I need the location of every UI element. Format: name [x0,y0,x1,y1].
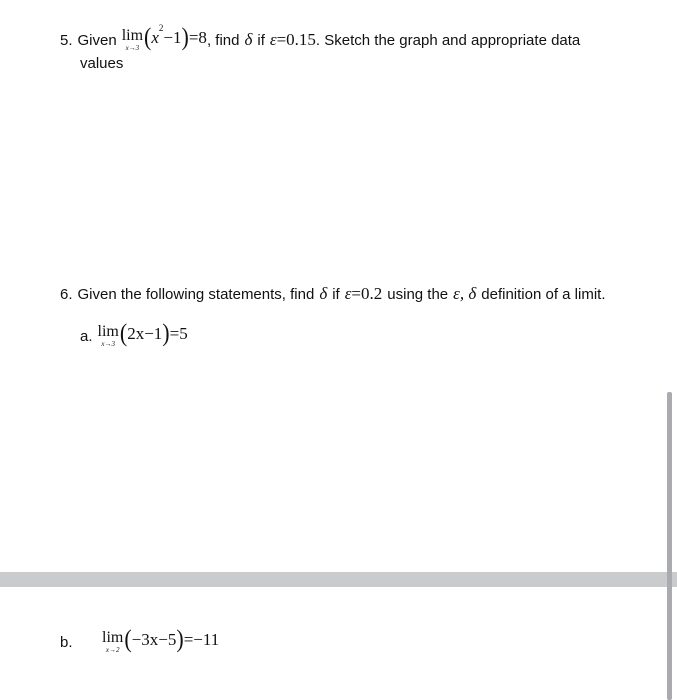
page-divider-band [0,572,677,587]
epsilon-delta-pair: ε, δ [453,284,477,303]
question-6-using: using the [387,285,449,303]
part-a-limit-expression: lim x→3 ( 2x−1 ) =5 [97,318,188,348]
question-5-limit-expression: lim x→3 ( x 2 −1 ) =8 [121,22,207,52]
question-5-find: , find [206,31,240,49]
epsilon-condition: ε =0.2 [344,284,383,303]
if-word: if [332,285,340,303]
question-6-text: Given the following statements, find [77,285,315,303]
limit-operator: lim x→3 [97,323,119,348]
epsilon-condition: ε =0.15 [269,30,316,49]
part-b-limit-expression: lim x→2 ( −3x−5 ) =−11 [102,624,220,654]
if-word: if [257,31,265,49]
delta-symbol: δ [319,284,328,303]
question-6-line [60,284,606,304]
question-6-number: 6. [60,285,73,303]
limit-operator: lim x→2 [102,629,124,654]
question-5-continuation: values [80,55,124,72]
limit-operator: lim x→3 [121,27,144,52]
question-5-lead: Given [77,31,117,49]
delta-symbol: δ [244,30,253,49]
question-5-line-1 [60,22,581,52]
vertical-scrollbar-thumb[interactable] [667,392,672,700]
question-6-definition: definition of a limit. [481,285,606,303]
part-a [80,318,188,348]
part-a-label: a. [80,327,93,345]
question-5-tail: . Sketch the graph and appropriate data [315,31,581,49]
question-5-number: 5. [60,31,73,49]
part-b-label: b. [60,633,73,651]
question-5-line-2 [80,55,123,72]
part-b [60,624,220,654]
